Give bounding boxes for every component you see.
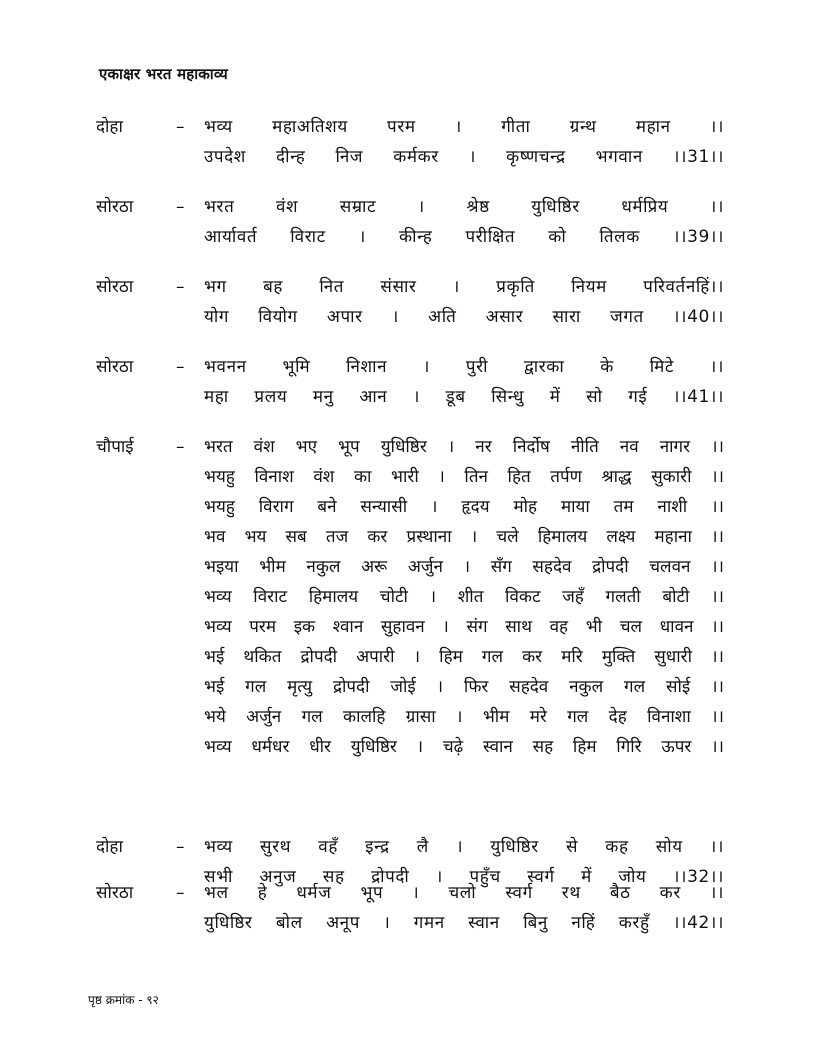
verse-line: उपदेश दीन्ह निज कर्मकर । कृष्णचन्द्र भगवान ।।31।। [204,147,724,167]
verse-line: सभी अनुज सह द्रोपदी । पहुँच स्वर्ग में जोय ।।32।। [204,867,724,887]
verse-type-label: सोरठा [96,357,134,377]
verse-type-label: सोरठा [96,277,134,297]
verse-type-label: सोरठा [96,197,134,217]
verse-line: भई थकित द्रोपदी अपारी । हिम गल कर मरि मुक्ति सुधारी ।। [204,647,724,667]
verse-type-label: सोरठा [96,883,134,903]
verse-type-label: चौपाई [96,437,134,457]
verse-dash: – [176,837,185,857]
verse-line: भल हे धर्मज भूप । चलो स्वर्ग रथ बैठ कर ।। [204,883,724,903]
verse-line: भरत वंश सम्राट । श्रेष्ठ युधिष्ठिर धर्मप्रिय ।। [204,197,724,217]
verse-line: भव्य महाअतिशय परम । गीता ग्रन्थ महान ।। [204,117,724,137]
verse-dash: – [176,883,185,903]
verse-line: भइया भीम नकुल अरू अर्जुन । सँग सहदेव द्रोपदी चलवन ।। [204,557,724,577]
verse-line: भरत वंश भए भूप युधिष्ठिर । नर निर्दोष नीति नव नागर ।। [204,437,724,457]
verse-line: भये अर्जुन गल कालहि ग्रासा । भीम मरे गल देह विनाशा ।। [204,707,724,727]
verse-line: भयहु विनाश वंश का भारी । तिन हित तर्पण श्राद्ध सुकारी ।। [204,467,724,487]
verse-dash: – [176,197,185,217]
verse-dash: – [176,277,185,297]
verse-line: भव भय सब तज कर प्रस्थाना । चले हिमालय लक्ष्य महाना ।। [204,527,724,547]
verse-line: महा प्रलय मनु आन । डूब सिन्धु में सो गई ।।41।। [204,387,724,407]
verse-line: भयहु विराग बने सन्यासी । हृदय मोह माया तम नाशी ।। [204,497,724,517]
verse-line: भव्य परम इक श्वान सुहावन । संग साथ वह भी चल धावन ।। [204,617,724,637]
verse-type-label: दोहा [96,117,123,137]
verse-line: भई गल मृत्यु द्रोपदी जोई । फिर सहदेव नकुल गल सोई ।। [204,677,724,697]
verse-line: भग बह नित संसार । प्रकृति नियम परिवर्तनहिं।। [204,277,724,297]
verse-line: युधिष्ठिर बोल अनूप । गमन स्वान बिनु नहिं करहुँ ।।42।। [204,913,724,933]
verse-line: भवनन भूमि निशान । पुरी द्वारका के मिटे ।। [204,357,724,377]
verse-line: भव्य विराट हिमालय चोटी । शीत विकट जहँ गलती बोटी ।। [204,587,724,607]
verse-line: योग वियोग अपार । अति असार सारा जगत ।।40।। [204,307,724,327]
verse-dash: – [176,117,185,137]
page-header-title: एकाक्षर भरत महाकाव्य [99,65,228,83]
verse-line: भव्य धर्मधर धीर युधिष्ठिर । चढ़े स्वान सह हिम गिरि ऊपर ।। [204,737,724,757]
verse-dash: – [176,437,185,457]
verse-type-label: दोहा [96,837,123,857]
page-number-footer: पृष्ठ क्रमांक - ९२ [88,993,159,1007]
verse-line: आर्यावर्त विराट । कीन्ह परीक्षित को तिलक ।।39।। [204,227,724,247]
verse-line: भव्य सुरथ वहँ इन्द्र लै । युधिष्ठिर से कह सोय ।। [204,837,724,857]
verse-dash: – [176,357,185,377]
